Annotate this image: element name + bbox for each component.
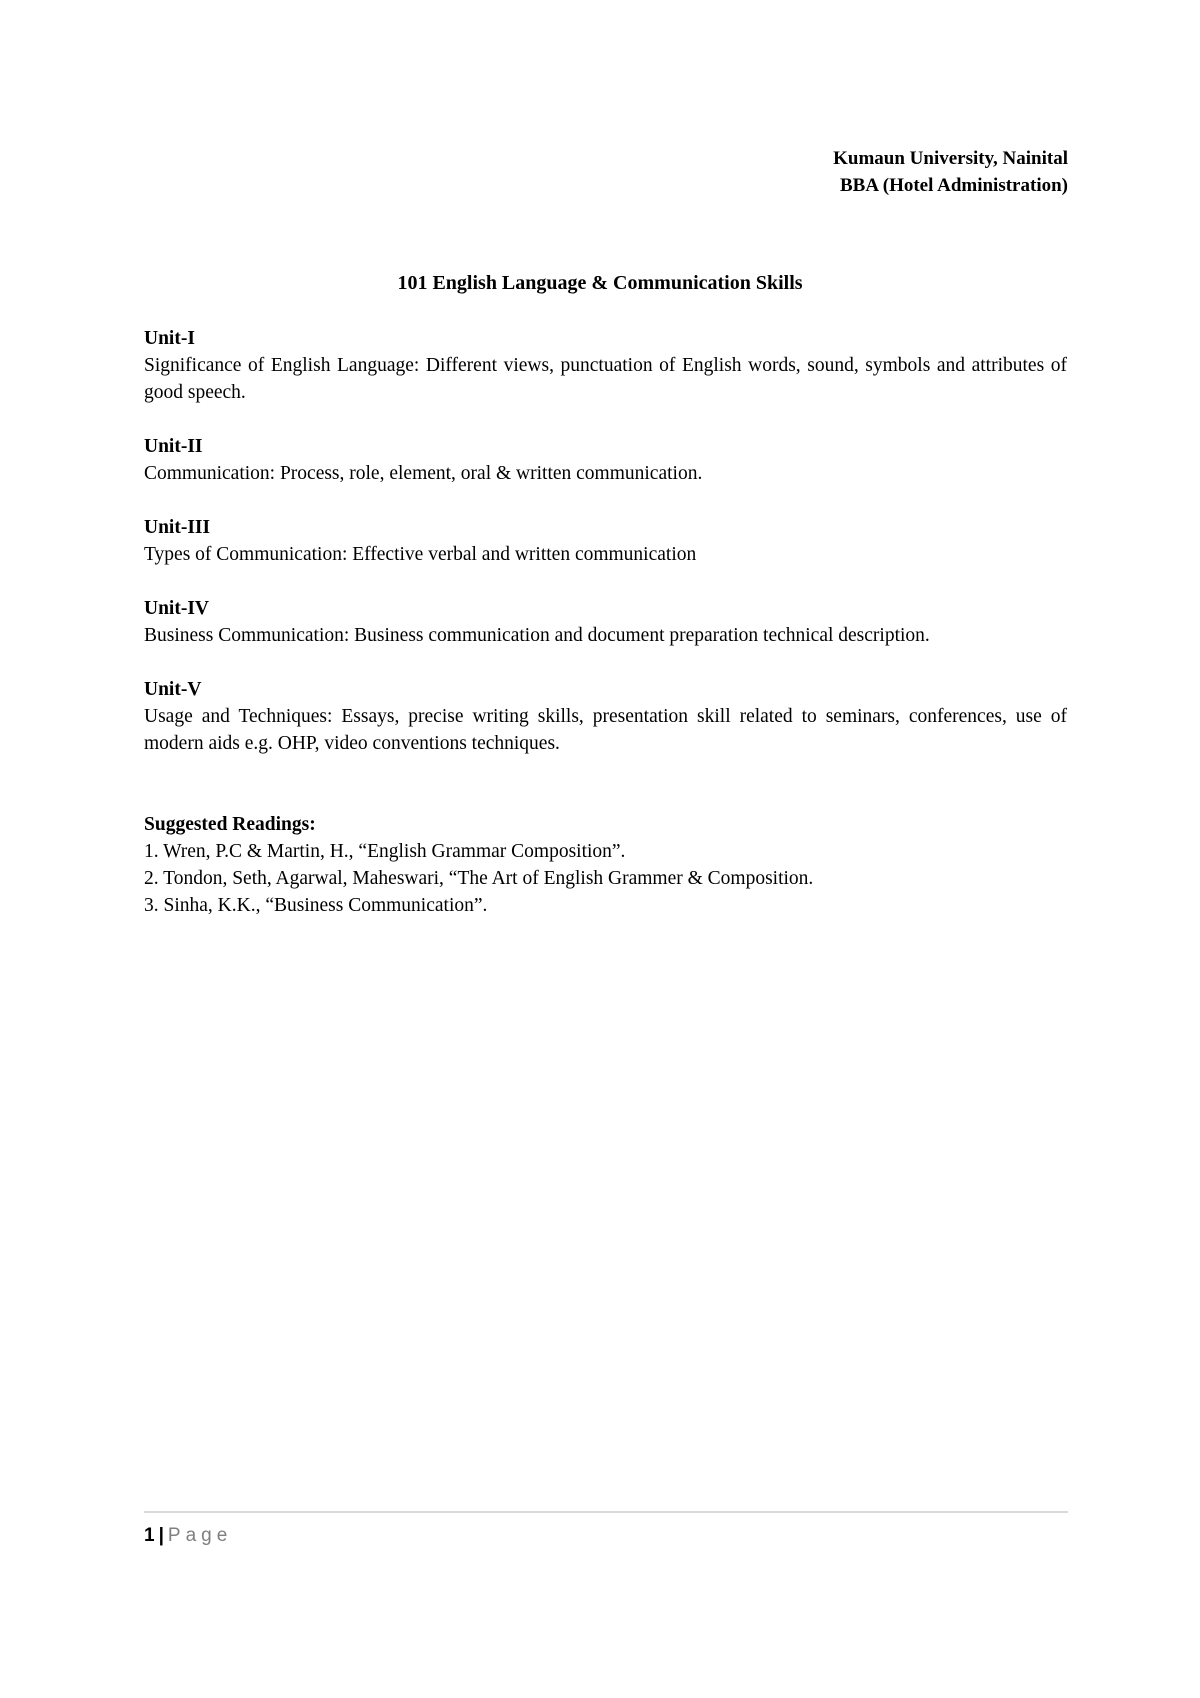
page-separator: |: [158, 1525, 164, 1546]
unit-title: Unit-V: [144, 679, 202, 700]
unit-description: Business Communication: Business communication and document preparation technical description.: [144, 625, 930, 646]
unit-description: Types of Communication: Effective verbal and written communication: [144, 544, 697, 565]
unit-section: [144, 595, 1067, 649]
page-label: Page: [167, 1525, 233, 1546]
reading-item: 3. Sinha, K.K., “Business Communication”.: [144, 895, 488, 916]
unit-title: Unit-III: [144, 517, 211, 538]
suggested-readings: [144, 811, 1067, 919]
syllabus-content: [144, 325, 1067, 919]
reading-item: 2. Tondon, Seth, Agarwal, Maheswari, “The Art of English Grammer & Composition.: [144, 868, 814, 889]
document-header: [568, 145, 1068, 199]
unit-section: [144, 433, 1067, 487]
unit-title: Unit-II: [144, 436, 203, 457]
unit-section: [144, 514, 1067, 568]
unit-title: Unit-I: [144, 328, 195, 349]
page-footer: [144, 1511, 1068, 1547]
unit-section: [144, 676, 1067, 757]
readings-title: Suggested Readings:: [144, 814, 316, 835]
program-name: BBA (Hotel Administration): [839, 175, 1068, 196]
unit-title: Unit-IV: [144, 598, 210, 619]
page-number: 1: [144, 1525, 155, 1546]
university-name: Kumaun University, Nainital: [833, 148, 1068, 169]
unit-section: [144, 325, 1067, 406]
reading-item: 1. Wren, P.C & Martin, H., “English Grammar Composition”.: [144, 841, 626, 862]
unit-description: Significance of English Language: Different views, punctuation of English words, sound, symbols and attributes of good speech.: [144, 355, 1067, 403]
unit-description: Usage and Techniques: Essays, precise writing skills, presentation skill related to seminars, conferences, use of modern aids e.g. OHP, video conventions techniques.: [144, 706, 1067, 754]
course-title: 101 English Language & Communication Skills: [397, 272, 803, 294]
unit-description: Communication: Process, role, element, oral & written communication.: [144, 463, 703, 484]
